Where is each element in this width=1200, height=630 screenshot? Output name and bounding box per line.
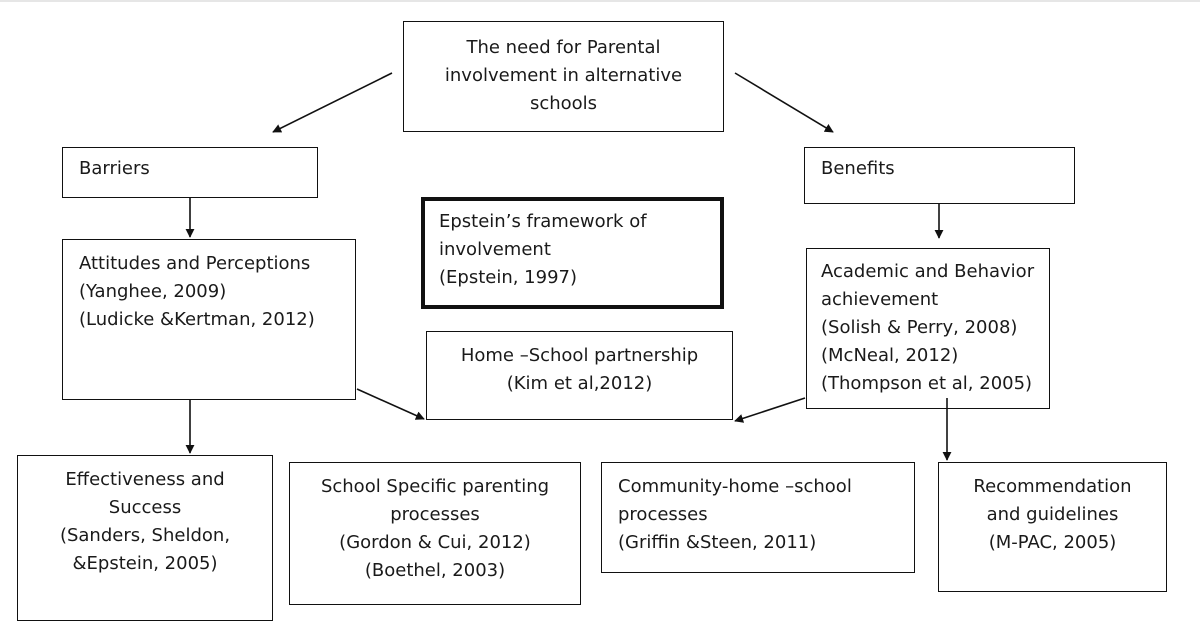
barriers-label: Barriers	[79, 158, 150, 179]
attitudes-node	[62, 239, 356, 400]
school-specific-line-2: processes	[390, 504, 480, 525]
effectiveness-line-4: &Epstein, 2005)	[72, 553, 218, 574]
effectiveness-node	[17, 455, 273, 621]
barriers-node	[62, 147, 318, 198]
attitudes-line-3: (Ludicke &Kertman, 2012)	[79, 309, 315, 330]
partnership-line-1: Home –School partnership	[460, 345, 699, 366]
school-specific-line-3: (Gordon & Cui, 2012)	[339, 532, 531, 553]
benefits-label: Benefits	[821, 158, 895, 179]
school-specific-node	[289, 462, 581, 605]
root-line-1: The need for Parental	[466, 37, 661, 58]
framework-node	[421, 197, 724, 309]
arrow-attitudes-to-partnership	[357, 389, 424, 419]
school-specific-line-4: (Boethel, 2003)	[364, 560, 506, 581]
partnership-line-2: (Kim et al,2012)	[506, 373, 653, 394]
community-line-3: (Griffin &Steen, 2011)	[618, 532, 817, 553]
recommendation-node	[938, 462, 1167, 592]
framework-line-2: involvement	[439, 239, 551, 260]
partnership-node	[426, 331, 733, 420]
arrow-root-to-barriers	[273, 73, 392, 132]
school-specific-line-1: School Specific parenting	[320, 476, 550, 497]
framework-line-3: (Epstein, 1997)	[439, 267, 578, 288]
recommendation-line-2: and guidelines	[986, 504, 1119, 525]
arrow-academic-to-partnership	[735, 398, 805, 421]
academic-line-1: Academic and Behavior	[821, 261, 1035, 282]
academic-node	[806, 248, 1050, 409]
effectiveness-line-2: Success	[108, 497, 182, 518]
community-line-1: Community-home –school	[618, 476, 852, 497]
attitudes-line-2: (Yanghee, 2009)	[79, 281, 227, 302]
root-line-3: schools	[529, 93, 598, 114]
framework-line-1: Epstein’s framework of	[439, 211, 647, 232]
community-line-2: processes	[618, 504, 708, 525]
academic-line-2: achievement	[821, 289, 939, 310]
recommendation-line-3: (M-PAC, 2005)	[988, 532, 1117, 553]
academic-line-4: (McNeal, 2012)	[821, 345, 959, 366]
effectiveness-line-3: (Sanders, Sheldon,	[59, 525, 231, 546]
effectiveness-line-1: Effectiveness and	[65, 469, 225, 490]
root-line-2: involvement in alternative	[444, 65, 683, 86]
arrow-root-to-benefits	[735, 73, 833, 132]
attitudes-line-1: Attitudes and Perceptions	[79, 253, 311, 274]
academic-line-3: (Solish & Perry, 2008)	[821, 317, 1018, 338]
top-border-line	[0, 0, 1200, 2]
academic-line-5: (Thompson et al, 2005)	[821, 373, 1033, 394]
root-node	[403, 21, 724, 132]
community-node	[601, 462, 915, 573]
benefits-node	[804, 147, 1075, 204]
recommendation-line-1: Recommendation	[973, 476, 1132, 497]
